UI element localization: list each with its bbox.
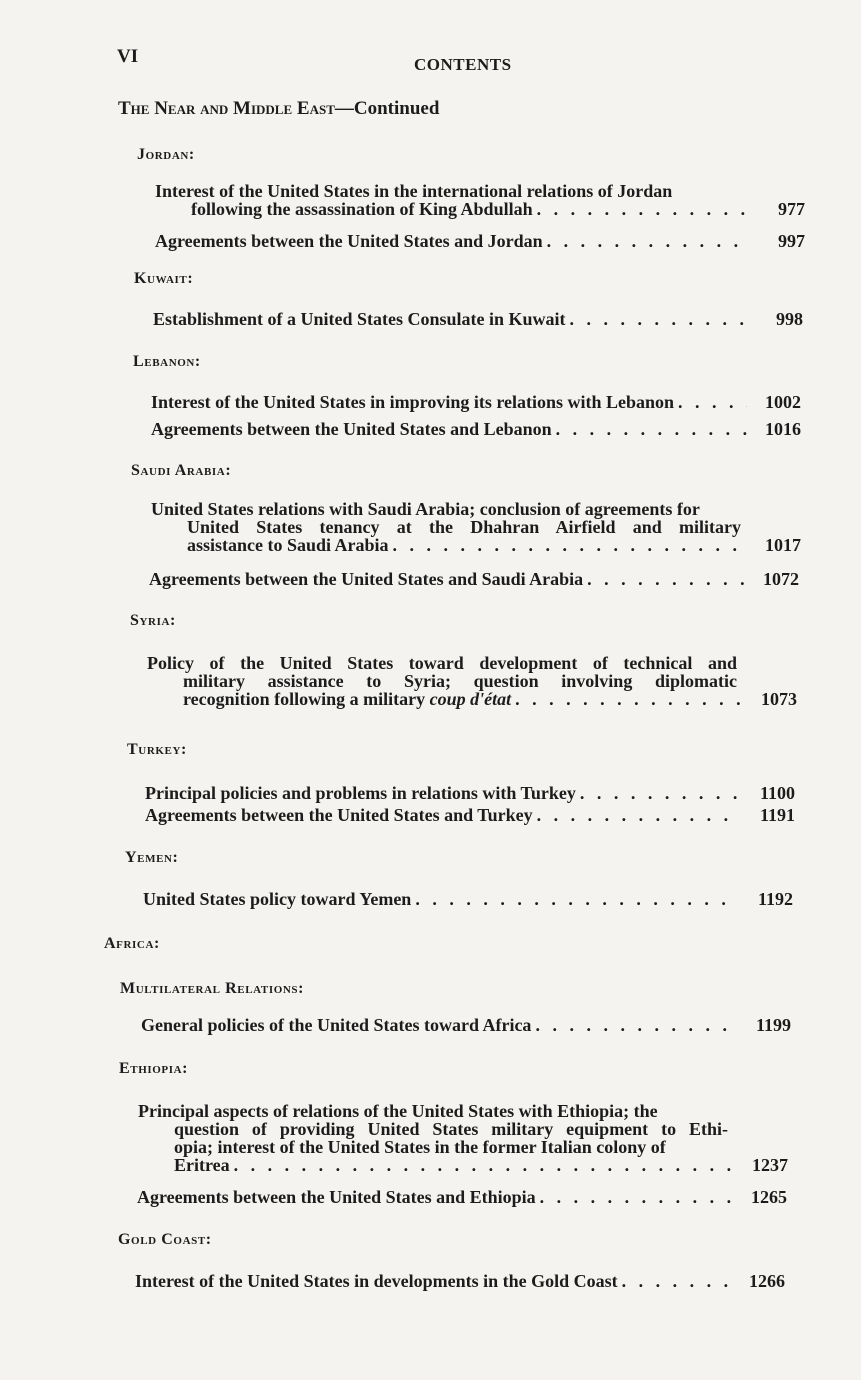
entry-last-line (151, 536, 801, 554)
toc-entry[interactable] (138, 1102, 788, 1174)
toc-entry[interactable] (153, 310, 803, 328)
toc-entry[interactable] (145, 806, 795, 824)
dot-leader (583, 570, 745, 588)
dot-leader (411, 890, 739, 908)
entry-text (183, 690, 511, 708)
entry-text: Agreements between the United States and Ethiopia (137, 1187, 536, 1207)
dot-leader (576, 784, 741, 802)
dot-leader (543, 232, 751, 250)
region-heading-near-middle-east (118, 98, 439, 120)
entry-text: military assistance to Syria; question involving diplomatic (183, 671, 737, 691)
country-heading-kuwait: Kuwait: (134, 270, 194, 287)
dot-leader (552, 420, 747, 438)
page-ref: 1002 (765, 392, 801, 412)
page-ref: 998 (776, 309, 803, 329)
page-ref: 1237 (752, 1155, 788, 1175)
dot-leader (566, 310, 749, 328)
entry-text: opia; interest of the United States in the former Italian colony of (174, 1137, 666, 1157)
entry-last-line (155, 232, 805, 250)
entry-last-line (138, 1156, 788, 1174)
toc-entry[interactable] (151, 393, 801, 411)
entry-last-line (145, 806, 795, 824)
country-heading-ethiopia: Ethiopia: (119, 1060, 189, 1077)
country-heading-yemen: Yemen: (125, 849, 179, 866)
entry-text: Principal policies and problems in relations with Turkey (145, 783, 576, 803)
entry-last-line (147, 690, 797, 708)
dot-leader (533, 200, 751, 218)
dot-leader (674, 393, 747, 411)
page-ref: 1016 (765, 419, 801, 439)
entry-last-line (151, 393, 801, 411)
country-heading-lebanon: Lebanon: (133, 353, 201, 370)
entry-last-line (151, 420, 801, 438)
entry-text: Agreements between the United States and Turkey (145, 805, 533, 825)
country-heading-saudi-arabia: Saudi Arabia: (131, 462, 232, 479)
entry-last-line (143, 890, 793, 908)
entry-text: United States policy toward Yemen (143, 889, 412, 909)
dot-leader (536, 1188, 733, 1206)
entry-text: Agreements between the United States and Lebanon (151, 419, 552, 439)
country-heading-jordan: Jordan: (137, 146, 195, 163)
entry-last-line (137, 1188, 787, 1206)
entry-text: following the assassination of King Abdullah (191, 199, 533, 219)
entry-text: Policy of the United States toward development of technical and (147, 653, 737, 673)
entry-text-italic: coup d'état (429, 689, 512, 709)
toc-entry[interactable] (137, 1188, 787, 1206)
toc-entry[interactable] (155, 182, 805, 218)
entry-text: Establishment of a United States Consulate in Kuwait (153, 309, 566, 329)
entry-text: Agreements between the United States and Saudi Arabia (149, 569, 584, 589)
entry-last-line (153, 310, 803, 328)
page-ref: 1192 (757, 889, 793, 909)
page-ref: 1199 (755, 1015, 791, 1035)
entry-text: question of providing United States military equipment to Ethi- (174, 1119, 728, 1139)
dot-leader (511, 690, 743, 708)
page-ref: 1191 (759, 805, 795, 825)
page-ref: 1265 (751, 1187, 787, 1207)
entry-text-plain: recognition following a military (183, 689, 426, 709)
entry-text: Interest of the United States in improving its relations with Lebanon (151, 392, 675, 412)
page-ref: 1073 (761, 689, 797, 709)
page-ref: 1100 (759, 783, 795, 803)
page-ref: 1266 (749, 1271, 785, 1291)
toc-entry[interactable] (149, 570, 799, 588)
toc-entry[interactable] (155, 232, 805, 250)
dot-leader (531, 1016, 737, 1034)
dot-leader (230, 1156, 734, 1174)
country-heading-gold-coast: Gold Coast: (118, 1231, 212, 1248)
country-heading-syria: Syria: (130, 612, 176, 629)
running-head: CONTENTS (414, 55, 512, 74)
toc-entry[interactable] (141, 1016, 791, 1034)
entry-text: United States relations with Saudi Arabia; conclusion of agreements for (151, 499, 700, 519)
region-title: The Near and Middle East (118, 98, 335, 119)
entry-last-line (135, 1272, 785, 1290)
toc-entry[interactable] (135, 1272, 785, 1290)
entry-text: assistance to Saudi Arabia (187, 535, 389, 555)
dot-leader (533, 806, 741, 824)
page-ref: 1017 (765, 535, 801, 555)
continued-label: —Continued (334, 98, 440, 119)
page-number: VI (117, 46, 139, 67)
entry-text: United States tenancy at the Dhahran Airfield and military (187, 517, 741, 537)
toc-entry[interactable] (151, 420, 801, 438)
entry-last-line (145, 784, 795, 802)
toc-entry[interactable] (143, 890, 793, 908)
entry-text: Principal aspects of relations of the United States with Ethiopia; the (138, 1101, 658, 1121)
entry-last-line (155, 200, 805, 218)
country-heading-multilateral-relations: Multilateral Relations: (120, 980, 305, 997)
dot-leader (389, 536, 747, 554)
toc-entry[interactable] (145, 784, 795, 802)
entry-text: Interest of the United States in developments in the Gold Coast (135, 1271, 618, 1291)
toc-entry[interactable] (147, 654, 797, 708)
entry-text: Eritrea (174, 1155, 230, 1175)
entry-last-line (141, 1016, 791, 1034)
page-ref: 1072 (763, 569, 799, 589)
page-ref: 977 (778, 199, 805, 219)
entry-text: Agreements between the United States and Jordan (155, 231, 543, 251)
entry-text: General policies of the United States toward Africa (141, 1015, 532, 1035)
page-ref: 997 (778, 231, 805, 251)
dot-leader (618, 1272, 731, 1290)
entry-last-line (149, 570, 799, 588)
toc-entry[interactable] (151, 500, 801, 554)
region-heading-africa: Africa: (104, 935, 160, 952)
country-heading-turkey: Turkey: (127, 741, 187, 758)
entry-text: Interest of the United States in the international relations of Jordan (155, 181, 673, 201)
